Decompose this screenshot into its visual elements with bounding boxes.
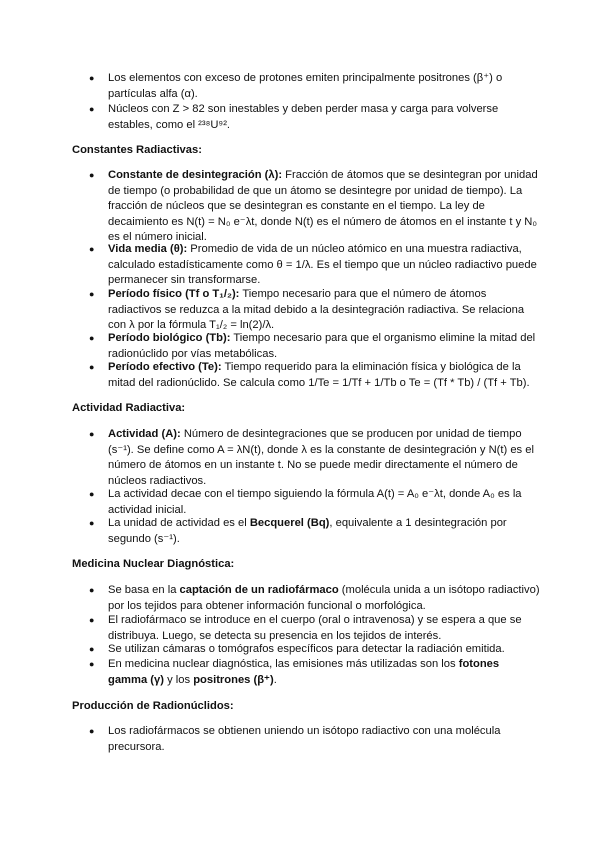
definition: Tiempo necesario para que el número de átomos radiactivos se reduzca a la mitad debido a la desintegración radiactiva. Se relaciona con λ por la fórmula T₁/₂ = ln(2)/λ. xyxy=(108,288,525,331)
list-item xyxy=(108,242,540,289)
definition: Número de desintegraciones que se producen por unidad de tiempo (s⁻¹). Se define como A = λN(t), donde λ es la constante de desintegración y N(t) es el número de átomos en un instante t. No se puede medir directamente el número de núcleos radiactivos. xyxy=(108,428,534,487)
term: Período biológico (Tb): xyxy=(108,332,231,344)
text-part: , equivalente a 1 desintegración por segundo (s⁻¹). xyxy=(108,517,507,545)
section-heading: Medicina Nuclear Diagnóstica: xyxy=(72,558,235,570)
section-heading: Actividad Radiactiva: xyxy=(72,402,186,414)
emphasis: Becquerel (Bq) xyxy=(249,517,330,529)
list-item: Los elementos con exceso de protones emiten principalmente positrones (β⁺) o partículas alfa (α). xyxy=(108,72,503,100)
text-part: . xyxy=(273,673,277,686)
bullet-icon: ● xyxy=(89,644,95,654)
definition: Fracción de átomos que se desintegran por unidad de tiempo (o probabilidad de que un átomo se desintegre por unidad de tiempo). La fracción de núcleos que se desintegran es constante en el tiempo. La ley de decaimiento es N(t) = N₀ e⁻λt, donde N(t) es el número de átomos en el instante t y N₀ es el número inicial. xyxy=(108,169,538,243)
list-item: Núcleos con Z > 82 son inestables y deben perder masa y carga para volverse estables, como el ²³⁸U⁹². xyxy=(108,103,499,131)
emphasis: positrones (β⁺) xyxy=(193,673,274,686)
definition: Tiempo requerido para la eliminación física y biológica de la mitad del radionúclido. Se calcula como 1/Te = 1/Tf + 1/Tb o Te = (Tf * Tb) / (Tf + Tb). xyxy=(108,361,530,389)
bullet-icon: ● xyxy=(89,659,95,669)
term: Vida media (θ): xyxy=(108,243,188,255)
list-item xyxy=(108,168,540,246)
bullet-icon: ● xyxy=(89,333,95,343)
list-item: El radiofármaco se introduce en el cuerpo (oral o intravenosa) y se espera a que se distribuya. Luego, se detecta su presencia en los tejidos de interés. xyxy=(108,614,522,642)
bullet-icon: ● xyxy=(89,585,95,595)
text-part: En medicina nuclear diagnóstica, las emisiones más utilizadas son los xyxy=(108,658,459,670)
term: Período físico (Tf o T₁/₂): xyxy=(108,288,240,300)
text-part: La unidad de actividad es el xyxy=(108,517,250,529)
bullet-icon: ● xyxy=(89,726,95,736)
definition: Promedio de vida de un núcleo atómico en una muestra radiactiva, calculado estadísticamente como θ = 1/λ. Es el tiempo que un núcleo radiactivo puede permanecer sin transformarse. xyxy=(108,243,537,286)
bullet-icon: ● xyxy=(89,518,95,528)
text-part: Se basa en la xyxy=(108,584,180,596)
list-item: Los radiofármacos se obtienen uniendo un isótopo radiactivo con una molécula precursora. xyxy=(108,725,501,753)
list-item xyxy=(108,427,540,489)
list-item xyxy=(108,287,540,334)
text-part: y los xyxy=(163,673,194,686)
list-item xyxy=(108,360,540,391)
emphasis: fotones gamma (γ) xyxy=(108,658,500,686)
bullet-icon: ● xyxy=(89,244,95,254)
section-heading: Constantes Radiactivas: xyxy=(72,144,202,156)
bullet-icon: ● xyxy=(89,289,95,299)
bullet-icon: ● xyxy=(89,170,95,180)
term: Actividad (A): xyxy=(108,428,181,440)
list-item: Se utilizan cámaras o tomógrafos específicos para detectar la radiación emitida. xyxy=(108,643,505,655)
list-item xyxy=(108,583,540,614)
section-heading: Producción de Radionúclidos: xyxy=(72,700,234,712)
bullet-icon: ● xyxy=(89,362,95,372)
bullet-icon: ● xyxy=(89,429,95,439)
term: Período efectivo (Te): xyxy=(108,361,222,373)
definition: Tiempo necesario para que el organismo elimine la mitad del radionúclido por vías metabólicas. xyxy=(108,332,536,360)
list-item xyxy=(108,331,540,362)
list-item xyxy=(108,516,540,547)
list-item xyxy=(108,657,540,688)
bullet-icon: ● xyxy=(89,73,95,83)
bullet-icon: ● xyxy=(89,489,95,499)
list-item: La actividad decae con el tiempo siguiendo la fórmula A(t) = A₀ e⁻λt, donde A₀ es la actividad inicial. xyxy=(108,488,522,516)
bullet-icon: ● xyxy=(89,615,95,625)
term: Constante de desintegración (λ): xyxy=(108,169,283,181)
text-part: (molécula unida a un isótopo radiactivo) por los tejidos para obtener información funcional o morfológica. xyxy=(108,584,540,612)
bullet-icon: ● xyxy=(89,104,95,114)
emphasis: captación de un radiofármaco xyxy=(179,584,339,596)
